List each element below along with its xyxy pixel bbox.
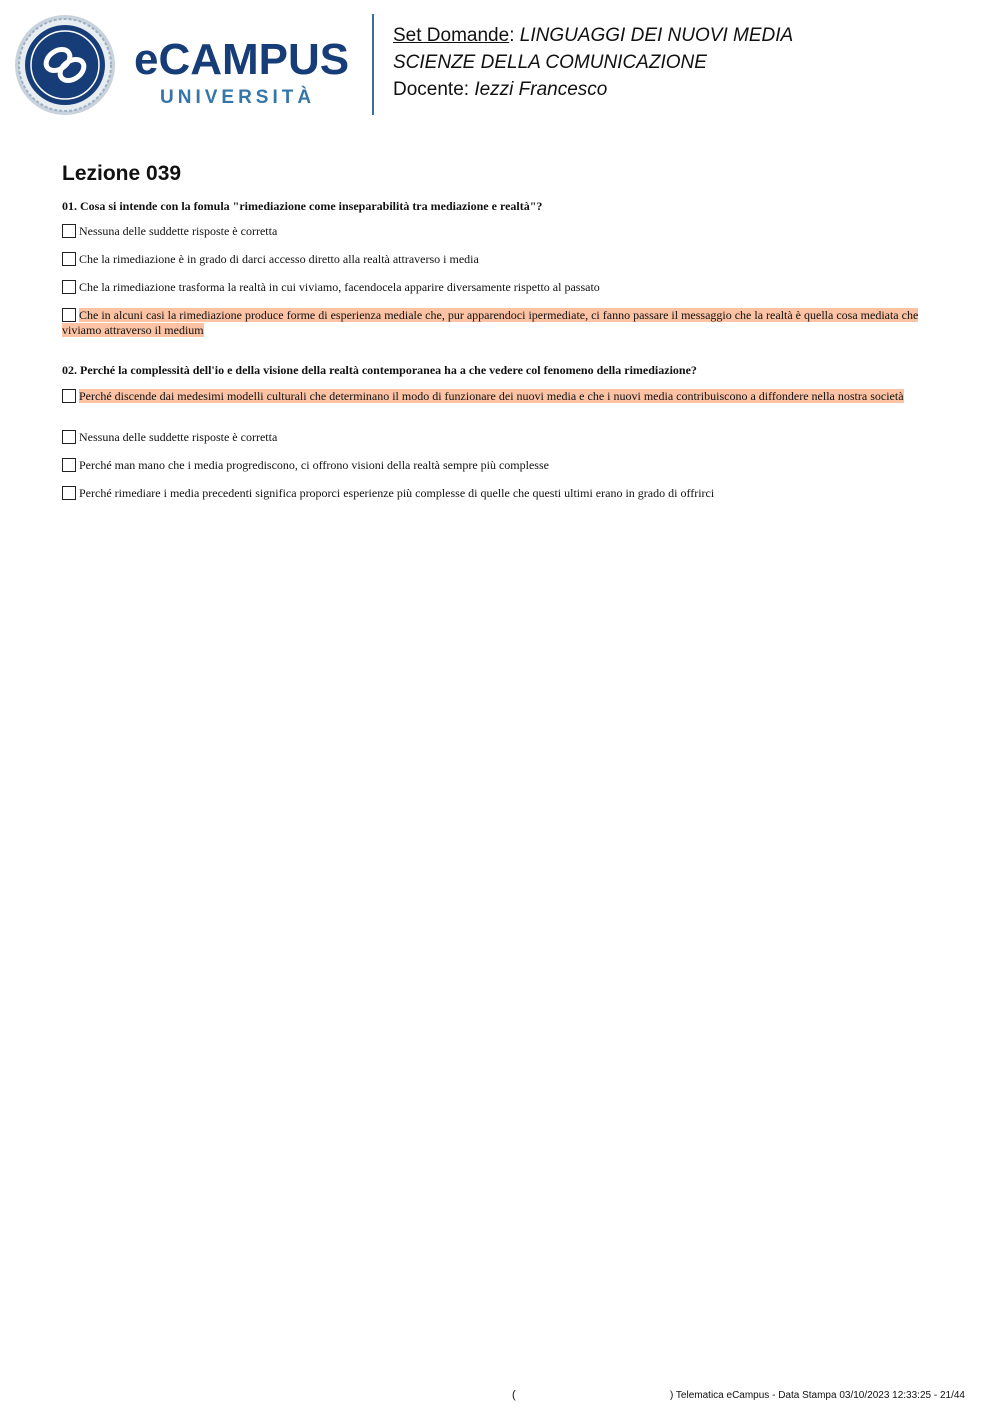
answer-checkbox[interactable]	[62, 458, 76, 472]
question-1: 01. Cosa si intende con la fomula "rimediazione come inseparabilità tra mediazione e realtà"?	[62, 199, 543, 213]
answer-option	[62, 430, 936, 445]
answer-checkbox[interactable]	[62, 486, 76, 500]
answer-option-highlighted	[62, 308, 936, 338]
ecampus-logo	[14, 14, 364, 118]
program-line	[393, 49, 793, 76]
teacher-line	[393, 76, 793, 103]
answer-text: Perché rimediare i media precedenti significa proporci esperienze più complesse di quelle che questi ultimi erano in grado di offrirci	[79, 486, 715, 500]
answer-option	[62, 280, 936, 295]
answer-checkbox[interactable]	[62, 430, 76, 444]
answer-text: Nessuna delle suddette risposte è corretta	[79, 430, 278, 444]
answer-checkbox[interactable]	[62, 389, 76, 403]
course-name: LINGUAGGI DEI NUOVI MEDIA	[519, 25, 794, 46]
answer-text: Che in alcuni casi la rimediazione produce forme di esperienza mediale che, pur apparendoci ipermediate, ci fanno passare il messaggio che la realtà è quella cosa mediata che viviamo attraverso il medium	[62, 308, 919, 337]
answer-checkbox[interactable]	[62, 224, 76, 238]
lesson-title: Lezione 039	[62, 162, 182, 185]
course-line: Set Domande: LINGUAGGI DEI NUOVI MEDIA	[393, 25, 794, 46]
answer-option	[62, 486, 936, 501]
answer-text: Perché man mano che i media progrediscono, ci offrono visioni della realtà sempre più complesse	[79, 458, 549, 472]
answer-option	[62, 458, 936, 473]
answer-text: Che la rimediazione è in grado di darci accesso diretto alla realtà attraverso i media	[79, 252, 479, 266]
set-label: Set Domande	[393, 25, 510, 46]
footer-mark: (	[512, 1389, 516, 1401]
answer-text: Che la rimediazione trasforma la realtà in cui viviamo, facendocela apparire diversamente rispetto al passato	[79, 280, 600, 294]
answer-checkbox[interactable]	[62, 280, 76, 294]
logo-subtitle: UNIVERSITÀ	[160, 87, 316, 108]
answer-option-highlighted	[62, 389, 936, 404]
header-divider	[372, 14, 374, 115]
answer-option	[62, 252, 936, 267]
answer-option	[62, 224, 936, 239]
question-2: 02. Perché la complessità dell'io e della visione della realtà contemporanea ha a che vedere col fenomeno della rimediazione?	[62, 363, 697, 377]
answer-checkbox[interactable]	[62, 252, 76, 266]
logo-wordmark: eCAMPUS	[134, 35, 350, 84]
teacher-label: Docente:	[393, 79, 470, 100]
answer-checkbox[interactable]	[62, 308, 76, 322]
header-info	[393, 22, 793, 103]
page-footer: ) Telematica eCampus - Data Stampa 03/10/2023 12:33:25 - 21/44	[670, 1390, 965, 1401]
answer-text: Nessuna delle suddette risposte è corretta	[79, 224, 278, 238]
teacher-name: Iezzi Francesco	[474, 79, 608, 100]
university-seal-icon	[14, 14, 116, 116]
answer-text: Perché discende dai medesimi modelli culturali che determinano il modo di funzionare dei nuovi media e che i nuovi media contribuiscono a diffondere nella nostra società	[79, 389, 904, 403]
program-name: SCIENZE DELLA COMUNICAZIONE	[393, 52, 707, 73]
